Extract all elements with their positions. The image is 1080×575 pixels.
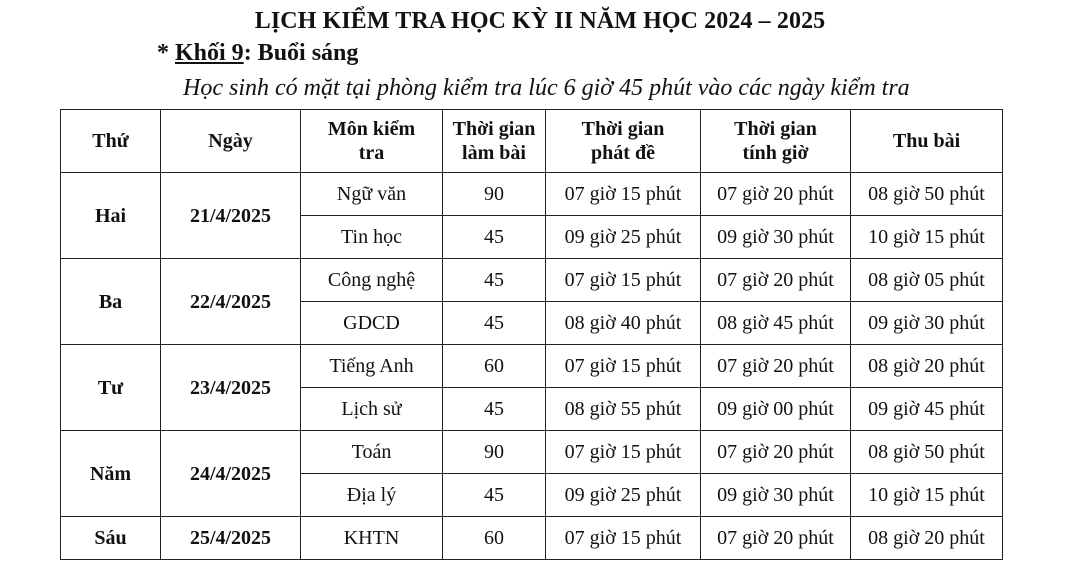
subject-cell: Tin học: [301, 216, 443, 259]
start-cell: 08 giờ 45 phút: [701, 302, 851, 345]
subject-cell: Tiếng Anh: [301, 345, 443, 388]
subject-cell: Công nghệ: [301, 259, 443, 302]
start-cell: 07 giờ 20 phút: [701, 259, 851, 302]
subtitle-prefix: *: [157, 40, 175, 66]
collect-cell: 10 giờ 15 phút: [851, 216, 1003, 259]
collect-cell: 08 giờ 50 phút: [851, 431, 1003, 474]
header-start-time: Thời gian tính giờ: [701, 110, 851, 173]
header-collect-time: Thu bài: [851, 110, 1003, 173]
header-row: [61, 110, 1003, 173]
collect-cell: 08 giờ 50 phút: [851, 173, 1003, 216]
hand-out-cell: 07 giờ 15 phút: [546, 259, 701, 302]
day-cell: Hai: [61, 173, 161, 259]
date-cell: 21/4/2025: [161, 173, 301, 259]
header-date: Ngày: [161, 110, 301, 173]
start-cell: 09 giờ 30 phút: [701, 474, 851, 517]
collect-cell: 08 giờ 05 phút: [851, 259, 1003, 302]
session-subtitle: [157, 40, 358, 67]
day-cell: Tư: [61, 345, 161, 431]
duration-cell: 45: [443, 474, 546, 517]
session-label: : Buổi sáng: [243, 40, 359, 66]
date-cell: 22/4/2025: [161, 259, 301, 345]
subject-cell: Lịch sử: [301, 388, 443, 431]
hand-out-cell: 07 giờ 15 phút: [546, 517, 701, 560]
table-row: [61, 259, 1003, 302]
hand-out-cell: 09 giờ 25 phút: [546, 216, 701, 259]
table-row: [61, 431, 1003, 474]
collect-cell: 09 giờ 30 phút: [851, 302, 1003, 345]
collect-cell: 09 giờ 45 phút: [851, 388, 1003, 431]
collect-cell: 08 giờ 20 phút: [851, 517, 1003, 560]
table-row: [61, 173, 1003, 216]
start-cell: 09 giờ 00 phút: [701, 388, 851, 431]
date-cell: 25/4/2025: [161, 517, 301, 560]
subject-cell: Ngữ văn: [301, 173, 443, 216]
hand-out-cell: 09 giờ 25 phút: [546, 474, 701, 517]
subject-cell: GDCD: [301, 302, 443, 345]
hand-out-cell: 08 giờ 40 phút: [546, 302, 701, 345]
subject-cell: Toán: [301, 431, 443, 474]
duration-cell: 90: [443, 173, 546, 216]
header-subject: Môn kiểm tra: [301, 110, 443, 173]
subject-cell: Địa lý: [301, 474, 443, 517]
duration-cell: 45: [443, 388, 546, 431]
day-cell: Năm: [61, 431, 161, 517]
hand-out-cell: 08 giờ 55 phút: [546, 388, 701, 431]
day-cell: Ba: [61, 259, 161, 345]
start-cell: 07 giờ 20 phút: [701, 173, 851, 216]
grade-label: Khối 9: [175, 40, 244, 66]
start-cell: 07 giờ 20 phút: [701, 431, 851, 474]
exam-schedule-table: [60, 109, 1003, 560]
duration-cell: 45: [443, 302, 546, 345]
page-title: LỊCH KIỂM TRA HỌC KỲ II NĂM HỌC 2024 – 2025: [254, 8, 826, 34]
start-cell: 07 giờ 20 phút: [701, 345, 851, 388]
hand-out-cell: 07 giờ 15 phút: [546, 173, 701, 216]
duration-cell: 60: [443, 345, 546, 388]
date-cell: 24/4/2025: [161, 431, 301, 517]
date-cell: 23/4/2025: [161, 345, 301, 431]
duration-cell: 45: [443, 259, 546, 302]
table-row: [61, 517, 1003, 560]
duration-cell: 60: [443, 517, 546, 560]
start-cell: 09 giờ 30 phút: [701, 216, 851, 259]
collect-cell: 10 giờ 15 phút: [851, 474, 1003, 517]
duration-cell: 90: [443, 431, 546, 474]
header-duration: Thời gian làm bài: [443, 110, 546, 173]
hand-out-cell: 07 giờ 15 phút: [546, 345, 701, 388]
table-row: [61, 345, 1003, 388]
subject-cell: KHTN: [301, 517, 443, 560]
header-hand-out-time: Thời gian phát đề: [546, 110, 701, 173]
day-cell: Sáu: [61, 517, 161, 560]
arrival-note: Học sinh có mặt tại phòng kiểm tra lúc 6 giờ 45 phút vào các ngày kiểm tra: [183, 75, 910, 101]
collect-cell: 08 giờ 20 phút: [851, 345, 1003, 388]
duration-cell: 45: [443, 216, 546, 259]
start-cell: 07 giờ 20 phút: [701, 517, 851, 560]
hand-out-cell: 07 giờ 15 phút: [546, 431, 701, 474]
header-day: Thứ: [61, 110, 161, 173]
